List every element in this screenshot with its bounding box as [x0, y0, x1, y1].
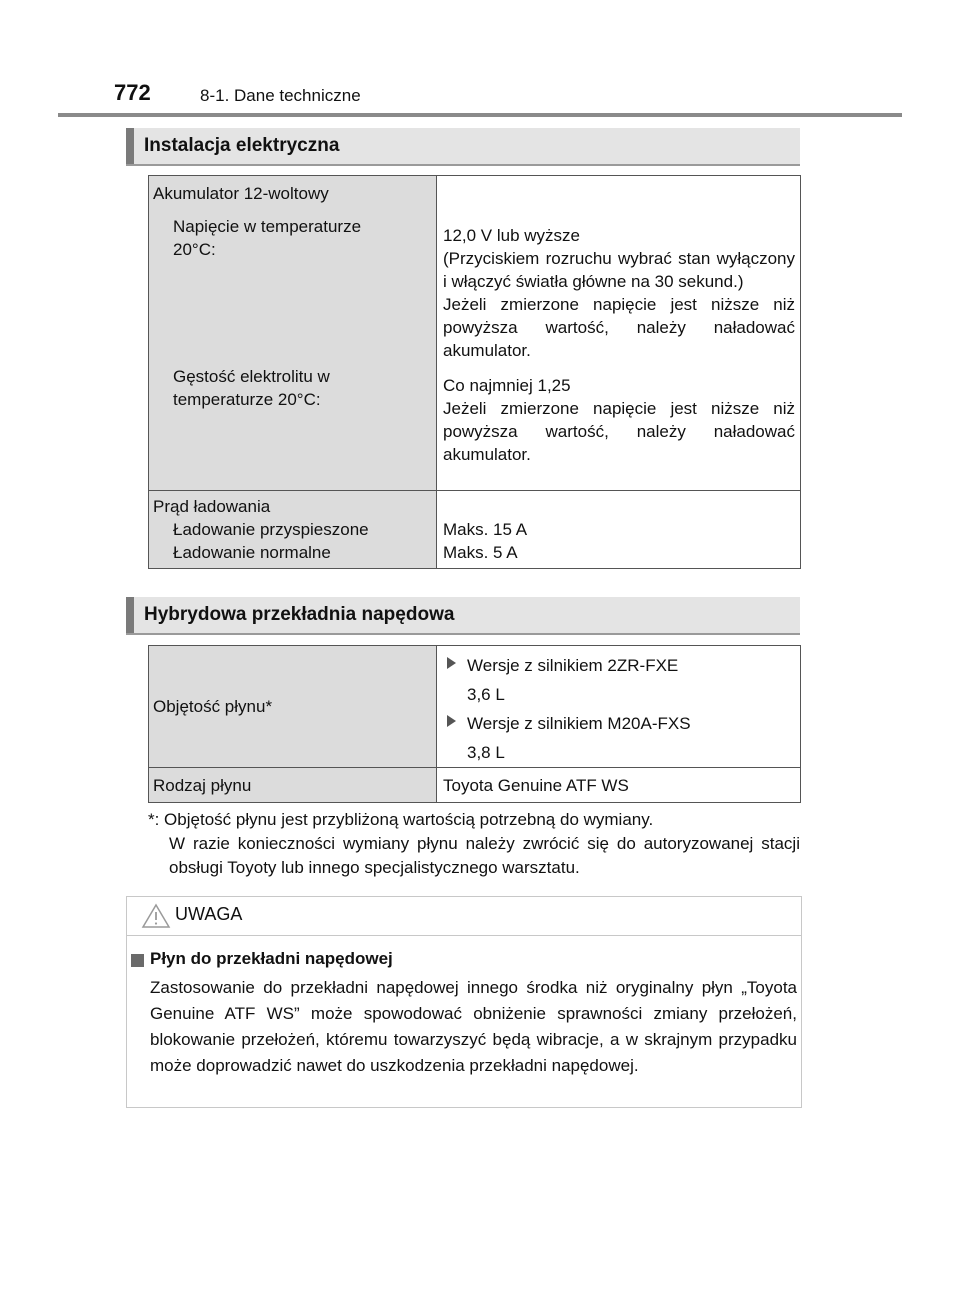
- charging-label-cell: [149, 491, 437, 569]
- fluid-volume-label: Objętość płynu*: [153, 697, 273, 716]
- battery-label: Akumulator 12-woltowy: [153, 184, 329, 203]
- voltage-label: Napięcie w temperaturze 20°C:: [173, 217, 362, 259]
- density-value: Co najmniej 1,25: [443, 376, 571, 395]
- voltage-note: (Przyciskiem rozruchu wybrać stan wyłączony i włączyć światła główne na 30 sekund.): [443, 249, 795, 291]
- charging-label: Prąd ładowania: [153, 497, 271, 516]
- table-row: [149, 768, 801, 803]
- list-item: Wersje z silnikiem M20A-FXS: [443, 709, 795, 738]
- table-row: [149, 646, 801, 768]
- density-label: Gęstość elektrolitu w temperaturze 20°C:: [173, 367, 330, 409]
- chapter-title: 8-1. Dane techniczne: [200, 86, 361, 105]
- fast-charging-value: Maks. 15 A: [443, 520, 528, 539]
- normal-charging-label: Ładowanie normalne: [173, 543, 331, 562]
- battery-value-cell: [437, 176, 801, 491]
- fluid-volume-value-cell: [437, 646, 801, 768]
- list-item: Wersje z silnikiem 2ZR-FXE: [443, 651, 795, 680]
- transmission-spec-table: [148, 645, 801, 803]
- normal-charging-value: Maks. 5 A: [443, 543, 518, 562]
- bullet-arrow-icon: [447, 715, 456, 727]
- section-title: Hybrydowa przekładnia napędowa: [144, 604, 455, 625]
- charging-value-cell: [437, 491, 801, 569]
- warning-box: [126, 896, 802, 1108]
- table-row: [149, 491, 801, 569]
- fluid-type-value-cell: [437, 768, 801, 803]
- warning-title: UWAGA: [175, 904, 243, 924]
- warning-triangle-icon: [141, 903, 171, 929]
- header-divider: [58, 113, 902, 117]
- variant-value: 3,6 L: [467, 685, 505, 704]
- footnote: [148, 808, 800, 880]
- fluid-type-label-cell: [149, 768, 437, 803]
- battery-label-cell: [149, 176, 437, 491]
- warning-text: Zastosowanie do przekładni napędowej innego środka niż oryginalny płyn „Toyota Genuine ATF WS” może spowodować obniżenie sprawności zmiany przełożeń, blokowanie przełożeń, któremu towarzyszyć będą wibracje, a w skrajnym przypadku może doprowadzić nawet do uszkodzenia przekładni napędowej.: [150, 978, 797, 1075]
- warning-subheading: Płyn do przekładni napędowej: [150, 949, 393, 968]
- warning-header: [127, 897, 801, 936]
- density-warning: Jeżeli zmierzone napięcie jest niższe niż powyższa wartość, należy naładować akumulator.: [443, 399, 795, 464]
- section-accent: [126, 128, 134, 164]
- footnote-body: W razie konieczności wymiany płynu należy zwrócić się do autoryzowanej stacji obsługi Toyoty lub innego specjalistycznego warsztatu.: [169, 834, 800, 877]
- variant-value: 3,8 L: [467, 743, 505, 762]
- table-row: [149, 176, 801, 491]
- fluid-type-label: Rodzaj płynu: [153, 775, 252, 795]
- voltage-warning: Jeżeli zmierzone napięcie jest niższe niż powyższa wartość, należy naładować akumulator.: [443, 295, 795, 360]
- section-title: Instalacja elektryczna: [144, 135, 340, 156]
- page-header: [0, 0, 960, 120]
- page-number: 772: [114, 80, 151, 105]
- fluid-type-value: Toyota Genuine ATF WS: [443, 775, 629, 795]
- square-bullet-icon: [131, 954, 144, 967]
- electrical-spec-table: [148, 175, 801, 569]
- section-accent: [126, 597, 134, 633]
- voltage-value: 12,0 V lub wyższe: [443, 226, 581, 245]
- fluid-volume-label-cell: [149, 646, 437, 768]
- footnote-line: *: Objętość płynu jest przybliżoną wartością potrzebną do wymiany.: [148, 810, 654, 829]
- section-heading-transmission: [126, 597, 800, 635]
- section-heading-electrical: [126, 128, 800, 166]
- bullet-arrow-icon: [447, 657, 456, 669]
- fast-charging-label: Ładowanie przyspieszone: [173, 520, 369, 539]
